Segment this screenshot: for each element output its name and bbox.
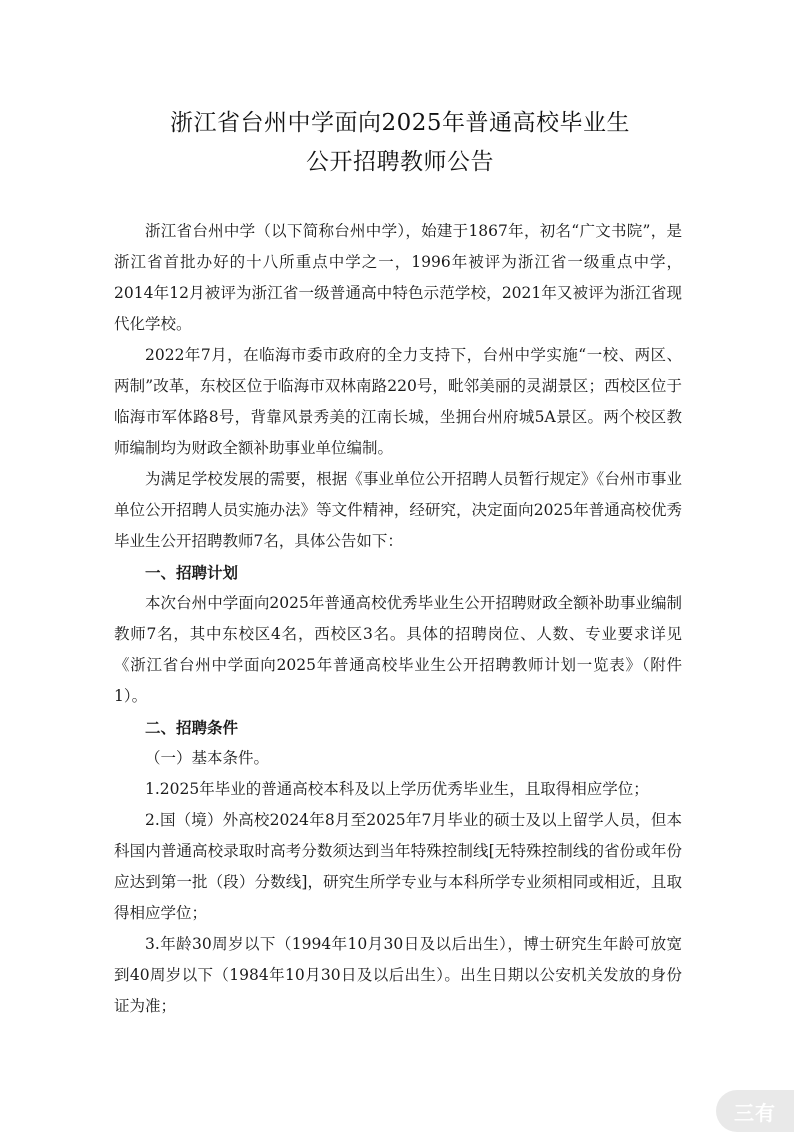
paragraph-condition-3: 3.年龄30周岁以下（1994年10月30日及以后出生），博士研究生年龄可放宽到40周岁以下（1984年10月30日及以后出生）。出生日期以公安机关发放的身份证为准； <box>114 935 682 1015</box>
paragraph-basic-conditions: （一）基本条件。 <box>145 749 270 767</box>
document-title-line1: 浙江省台州中学面向2025年普通高校毕业生 <box>169 110 631 136</box>
paragraph-recruitment-basis: 为满足学校发展的需要，根据《事业单位公开招聘人员暂行规定》《台州市事业单位公开招聘人员实施办法》等文件精神，经研究，决定面向2025年普通高校优秀毕业生公开招聘教师7名，具体公告如下： <box>114 470 682 550</box>
heading-recruitment-conditions: 二、招聘条件 <box>145 718 239 737</box>
corner-watermark-badge <box>716 1090 794 1132</box>
paragraph-condition-2: 2.国（境）外高校2024年8月至2025年7月毕业的硕士及以上留学人员，但本科国内普通高校录取时高考分数须达到当年特殊控制线[无特殊控制线的省份或年份应达到第一批（段）分数线]，研究生所学专业与本科所学专业须相同或相近，且取得相应学位； <box>114 811 682 922</box>
heading-recruitment-plan: 一、招聘计划 <box>145 563 239 582</box>
document-title-line2: 公开招聘教师公告 <box>306 149 494 175</box>
paragraph-school-intro: 浙江省台州中学（以下简称台州中学），始建于1867年，初名“广文书院”，是浙江省首批办好的十八所重点中学之一，1996年被评为浙江省一级重点中学，2014年12月被评为浙江省一级普通高中特色示范学校，2021年又被评为浙江省现代化学校。 <box>114 222 682 333</box>
document-body <box>114 216 682 1022</box>
paragraph-condition-1: 1.2025年毕业的普通高校本科及以上学历优秀毕业生，且取得相应学位； <box>145 780 649 798</box>
watermark-text: 三有 <box>734 1100 776 1125</box>
paragraph-recruitment-plan: 本次台州中学面向2025年普通高校优秀毕业生公开招聘财政全额补助事业编制教师7名，其中东校区4名，西校区3名。具体的招聘岗位、人数、专业要求详见《浙江省台州中学面向2025年普通高校毕业生公开招聘教师计划一览表》（附件1）。 <box>114 594 682 705</box>
paragraph-campus-reform: 2022年7月，在临海市委市政府的全力支持下，台州中学实施“一校、两区、两制”改革，东校区位于临海市双林南路220号，毗邻美丽的灵湖景区；西校区位于临海市军体路8号，背靠风景秀美的江南长城，坐拥台州府城5A景区。两个校区教师编制均为财政全额补助事业单位编制。 <box>114 346 682 457</box>
